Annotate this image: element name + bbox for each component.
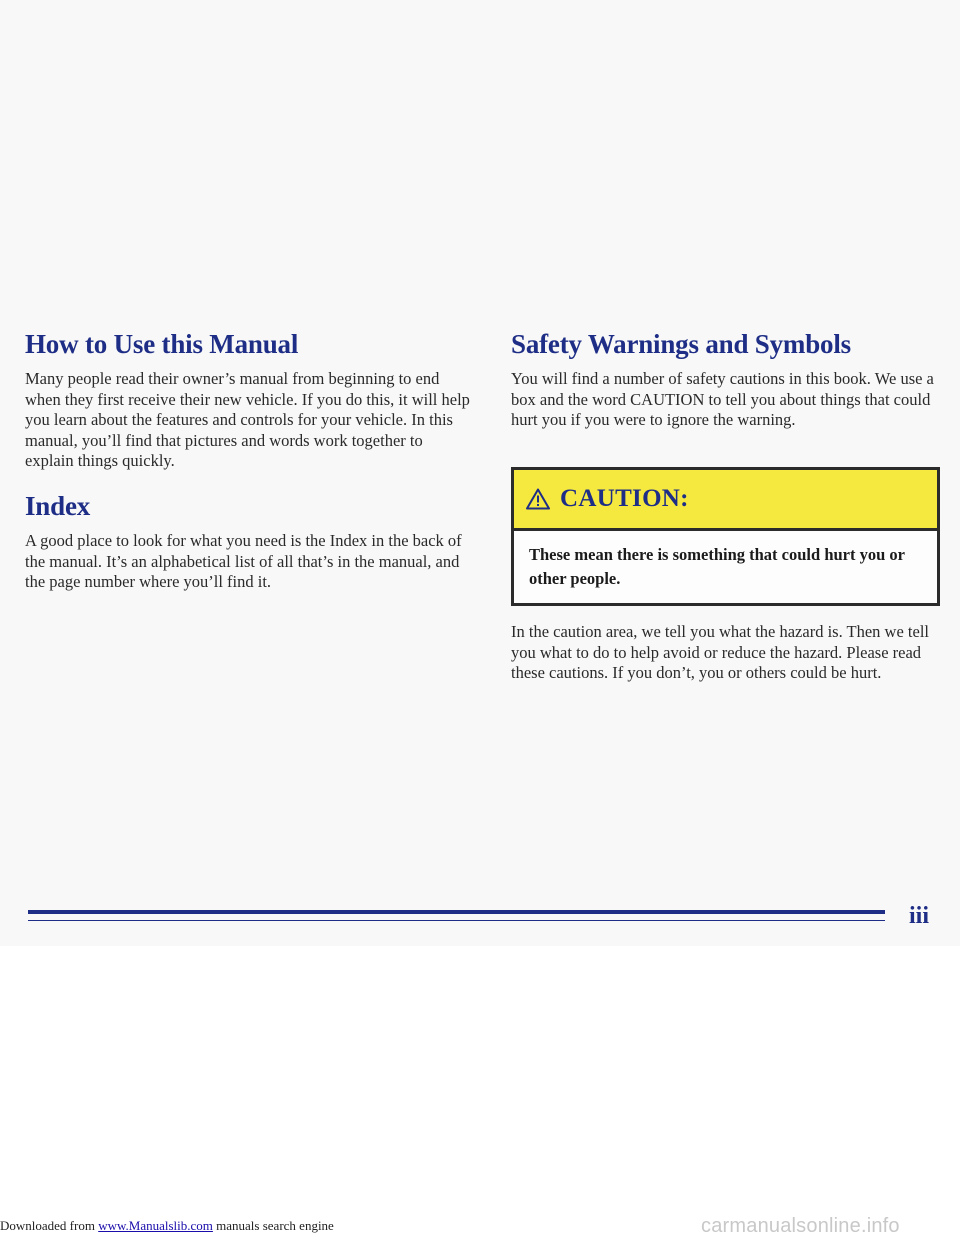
heading-safety-warnings: Safety Warnings and Symbols [511,329,851,359]
download-credit-suffix: manuals search engine [212,1218,334,1233]
heading-index: Index [25,490,91,521]
page-number: iii [909,903,930,929]
download-credit [0,1218,334,1238]
caution-box [511,467,940,606]
paragraph-safety-intro: You will find a number of safety cautions in this book. We use a box and the word CAUTION to tell you about things that could hurt you if you were to ignore the warning. [511,369,934,430]
caution-text: These mean there is something that could hurt you or other people. [529,545,905,588]
footer-rule-thick [28,910,885,914]
paragraph-caution-area: In the caution area, we tell you what the hazard is. Then we tell you what to do to help avoid or reduce the hazard. Please read these cautions. If you don’t, you or others could be hurt. [511,622,929,683]
download-credit-prefix: Downloaded from [0,1218,99,1233]
caution-header [514,470,937,531]
footer-rule-thin [28,920,885,921]
right-column [511,328,939,431]
manualslib-link[interactable]: www.Manualslib.com [98,1218,213,1233]
paragraph-how-to-use: Many people read their owner’s manual from beginning to end when they first receive their new vehicle. If you do this, it will help you learn about the features and controls for your vehicle. In this manual, you’ll find that pictures and words work together to explain things quickly. [25,369,470,471]
heading-how-to-use: How to Use this Manual [25,329,299,359]
warning-triangle-icon [526,488,550,510]
caution-title: CAUTION: [560,485,689,512]
paragraph-index: A good place to look for what you need is the Index in the back of the manual. It’s an alphabetical list of all that’s in the manual, and the page number where you’ll find it. [25,530,462,592]
left-column [25,328,475,593]
watermark-text: carmanualsonline.info [701,1215,900,1237]
